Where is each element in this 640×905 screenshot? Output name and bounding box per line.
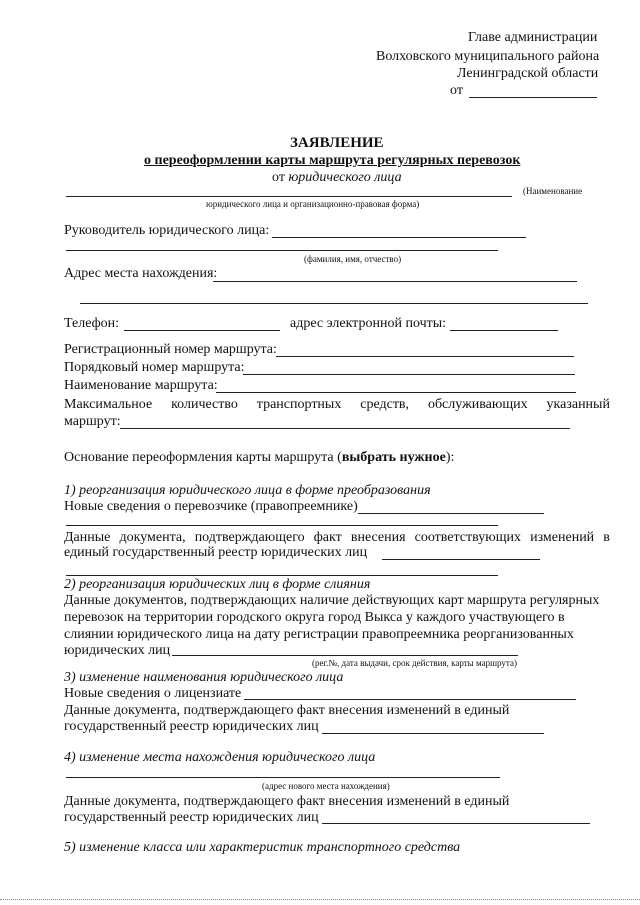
basis-label-bold: выбрать нужное	[341, 450, 446, 465]
order-number-field[interactable]	[243, 374, 575, 375]
section3-line1: Новые сведения о лицензиате	[64, 686, 242, 701]
addressee-line3: Ленинградской области	[457, 66, 599, 81]
phone-field[interactable]	[124, 330, 280, 331]
section2-line2: перевозок на территории городского округа город Выкса у каждого участвующего в	[64, 610, 565, 625]
word: изменений	[530, 530, 595, 545]
address-field[interactable]	[213, 281, 577, 282]
max-vehicles-field[interactable]	[120, 428, 570, 429]
from-prefix: от	[272, 170, 285, 185]
word: обслуживающих	[427, 397, 528, 412]
section1-title: 1) реорганизация юридического лица в форме преобразования	[64, 483, 431, 498]
route-name-label: Наименование маршрута:	[64, 378, 218, 393]
reg-number-label: Регистрационный номер маршрута:	[64, 342, 277, 357]
section1-field2[interactable]	[66, 525, 498, 526]
word: указанный	[546, 397, 610, 412]
section1-field4[interactable]	[66, 575, 498, 576]
section4-line2: государственный реестр юридических лиц	[64, 810, 319, 825]
section1-line2	[64, 530, 610, 546]
section4-field2[interactable]	[322, 823, 590, 824]
word: Максимальное	[64, 397, 153, 412]
section3-line2: Данные документа, подтверждающего факт внесения изменений в единый	[64, 703, 510, 718]
word: соответствующих	[414, 530, 521, 545]
section3-field2[interactable]	[322, 733, 544, 734]
section2-line3: слиянии юридического лица на дату регистрации правопреемника реорганизованных	[64, 627, 574, 642]
section4-hint: (адрес нового места нахождения)	[262, 781, 390, 791]
page-title: ЗАЯВЛЕНИЕ	[290, 135, 384, 151]
addressee-from-label: от	[450, 83, 463, 98]
section2-title: 2) реорганизация юридических лиц в форме слияния	[64, 577, 371, 592]
section1-field1[interactable]	[358, 513, 544, 514]
entity-name-hint-left: юридического лица и организационно-правовая форма)	[206, 199, 420, 209]
entity-name-hint-right: (Наименование	[523, 186, 583, 196]
section2-field[interactable]	[172, 655, 518, 656]
section1-line3: единый государственный реестр юридических лиц	[64, 545, 368, 560]
from-entity	[272, 170, 402, 186]
entity-name-line[interactable]	[66, 196, 512, 197]
basis-label-suffix: ):	[445, 450, 455, 465]
section3-field1[interactable]	[244, 699, 576, 700]
addressee-line1: Главе администрации	[468, 30, 598, 45]
basis-label-prefix: Основание переоформления карты маршрута (	[64, 450, 342, 465]
route-name-field[interactable]	[216, 392, 576, 393]
max-vehicles-line2: маршрут:	[64, 414, 121, 429]
fio-hint: (фамилия, имя, отчество)	[304, 254, 402, 264]
order-number-label: Порядковый номер маршрута:	[64, 360, 245, 375]
address-field-2[interactable]	[80, 303, 588, 304]
addressee-line2: Волховского муниципального района	[376, 49, 600, 64]
word: факт	[313, 530, 342, 545]
section4-field1[interactable]	[66, 777, 500, 778]
addressee-from-line[interactable]	[469, 97, 597, 98]
section4-line1: Данные документа, подтверждающего факт внесения изменений в единый	[64, 794, 510, 809]
word: Данные	[64, 530, 111, 545]
section2-line4: юридических лиц	[64, 643, 171, 658]
word: подтверждающего	[194, 530, 305, 545]
word: внесения	[350, 530, 406, 545]
section2-hint: (рег.№, дата выдачи, срок действия, карты маршрута)	[312, 658, 517, 668]
address-label: Адрес места нахождения:	[64, 266, 218, 281]
page-subtitle: о переоформлении карты маршрута регулярных перевозок	[144, 153, 521, 168]
section3-line3: государственный реестр юридических лиц	[64, 719, 319, 734]
word: документа,	[119, 530, 186, 545]
basis-label	[64, 450, 454, 466]
manager-label: Руководитель юридического лица:	[64, 223, 270, 238]
phone-label: Телефон:	[64, 316, 120, 331]
manager-field[interactable]	[272, 237, 526, 238]
section3-title: 3) изменение наименования юридического лица	[64, 670, 344, 685]
word: средств,	[360, 397, 410, 412]
word: транспортных	[256, 397, 342, 412]
from-entity-type: юридического лица	[288, 170, 402, 185]
section2-line1: Данные документов, подтверждающих наличие действующих карт маршрута регулярных	[64, 593, 600, 608]
section5-title: 5) изменение класса или характеристик транспортного средства	[64, 840, 461, 855]
max-vehicles-line1	[64, 397, 610, 413]
section1-line1: Новые сведения о перевозчике (правопреемнике)	[64, 499, 358, 514]
page-bottom-edge	[0, 899, 640, 900]
word: в	[603, 530, 610, 545]
reg-number-field[interactable]	[276, 356, 574, 357]
email-field[interactable]	[450, 330, 558, 331]
word: количество	[171, 397, 238, 412]
section1-field3[interactable]	[382, 559, 540, 560]
manager-field-2[interactable]	[66, 250, 498, 251]
section4-title: 4) изменение места нахождения юридического лица	[64, 750, 376, 765]
email-label: адрес электронной почты:	[290, 316, 447, 331]
